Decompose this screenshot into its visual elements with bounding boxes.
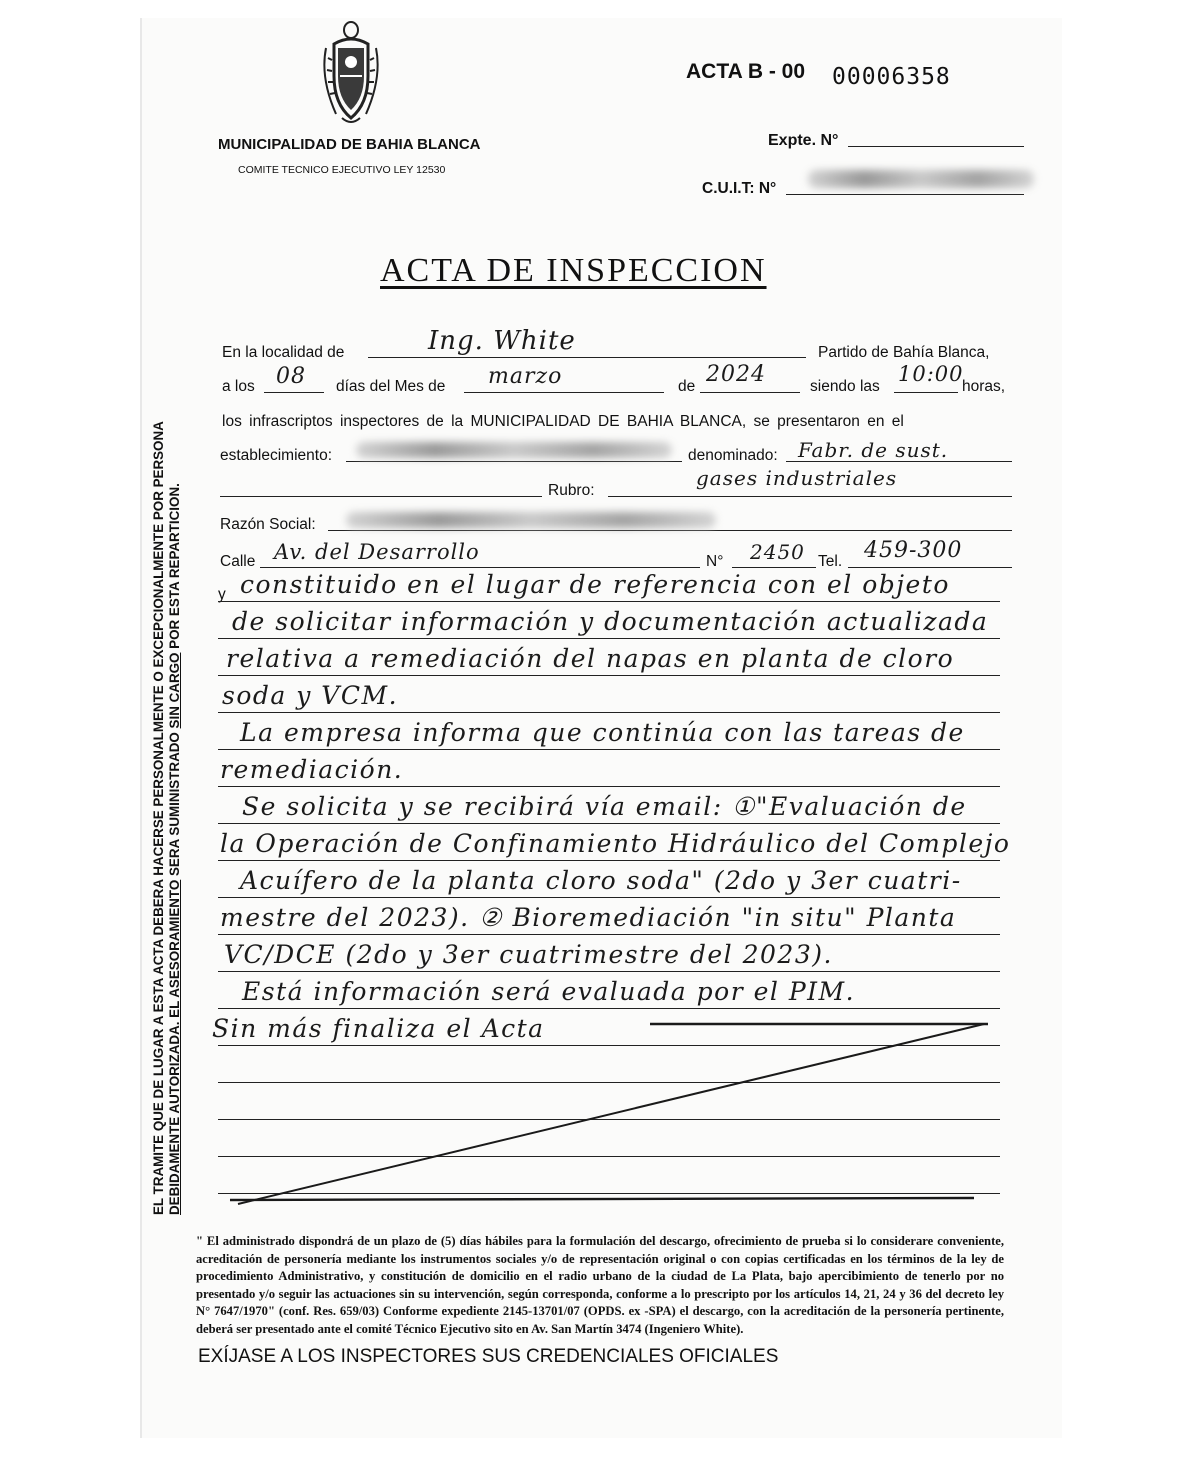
tel-label: Tel. [818,553,843,570]
page-title: ACTA DE INSPECCION [380,252,767,289]
acta-number: 00006358 [832,64,951,90]
dias-mes-label: días del Mes de [336,378,446,395]
body-text-line-12: Está información será evaluada por el PIM. [242,977,856,1006]
body-text-line-13: Sin más finaliza el Acta [212,1014,545,1043]
body-text-line-11: VC/DCE (2do y 3er cuatrimestre del 2023). [224,940,833,969]
credentials-notice: EXÍJASE A LOS INSPECTORES SUS CREDENCIALES OFICIALES [198,1346,779,1367]
dia-value: 08 [276,364,306,389]
hora-value: 10:00 [898,362,964,386]
expte-label: Expte. N° [768,132,839,149]
establecimiento-label: establecimiento: [220,447,333,464]
siendo-label: siendo las [810,378,880,395]
side-notice-line-1: EL TRAMITE QUE DE LUGAR A ESTA ACTA DEBERA HACERSE PERSONALMENTE O EXCEPCIONALMENTE POR PERSONA [151,421,166,1215]
localidad-value: Ing. White [428,326,576,356]
body-text-line-4: soda y VCM. [222,681,399,710]
municipality-name: MUNICIPALIDAD DE BAHIA BLANCA [218,136,481,153]
de-label: de [678,378,696,395]
body-text-line-7: Se solicita y se recibirá vía email: ①"Evaluación de [242,792,967,821]
horas-label: horas, [962,378,1006,395]
side-notice-supplied: SERA SUMINISTRADO [167,728,182,880]
mes-value: marzo [488,364,563,389]
committee-name: COMITE TECNICO EJECUTIVO LEY 12530 [238,164,446,176]
calle-value: Av. del Desarrollo [274,540,480,564]
rubro-label: Rubro: [548,482,595,499]
anio-value: 2024 [706,362,766,387]
nro-label: N° [706,553,724,570]
alos-label: a los [222,378,255,395]
body-text-line-1: constituido en el lugar de referencia con el objeto [240,570,950,599]
body-text-line-10: mestre del 2023). ② Bioremediación "in situ" Planta [220,903,957,932]
body-text-line-3: relativa a remediación del napas en planta de cloro [226,644,955,673]
acta-label: ACTA B - 00 [686,60,806,83]
partido-label: Partido de Bahía Blanca, [818,344,990,361]
side-notice-free: SIN CARGO [167,652,182,729]
body-text-line-6: remediación. [220,755,404,784]
side-notice-authorized: DEBIDAMENTE AUTORIZADA. EL ASESORAMIENTO [167,879,182,1215]
localidad-label: En la localidad de [222,344,345,361]
body-text-line-2: de solicitar información y documentación actualizada [232,607,989,636]
body-text-line-8: la Operación de Confinamiento Hidráulico del Complejo [220,829,1011,858]
rubro-value: gases industriales [696,466,898,490]
nro-value: 2450 [750,540,805,564]
side-notice-line-2 [167,355,183,1215]
cuit-label: C.U.I.T: N° [702,180,777,197]
side-notice [151,355,183,1215]
legal-footnote: " El administrado dispondrá de un plazo de (5) días hábiles para la formulación del descargo, ofrecimiento de prueba si lo considerare conveniente, acreditación de personería mediante los instrumentos sociales y/o de representación original o con copias certificadas en los términos de la ley de procedimiento Administrativo, y constitución de domicilio en el radio urbano de la ciudad de La Plata, bajo apercibimiento de tenerlo por no presentado y/o seguir las actuaciones sin su intervención, según corresponda, conforme a lo prescripto por los artículos 14, 21, 24 y 36 del decreto ley N° 7647/1970" (conf. Res. 659/03) Conforme expediente 2145-13701/07 (OPDS. ex -SPA) el descargo, con la acreditación de la personería pertinente, deberá ser presentado ante el comité Técnico Ejecutivo sito en Av. San Martín 3474 (Ingeniero White). [196,1234,1004,1336]
denominado-value: Fabr. de sust. [798,438,949,462]
calle-label: Calle [220,553,256,570]
tel-value: 459-300 [864,538,963,563]
denominado-label: denominado: [688,447,778,464]
side-notice-end: POR ESTA REPARTICION. [167,483,182,653]
razon-label: Razón Social: [220,516,316,533]
inspectores-text: los infrascriptos inspectores de la MUNICIPALIDAD DE BAHIA BLANCA, se presentaron en el [222,413,904,430]
body-text-line-9: Acuífero de la planta cloro soda" (2do y 3er cuatri- [240,866,962,895]
body-text-line-5: La empresa informa que continúa con las tareas de [240,718,965,747]
y-label: y [218,586,226,603]
